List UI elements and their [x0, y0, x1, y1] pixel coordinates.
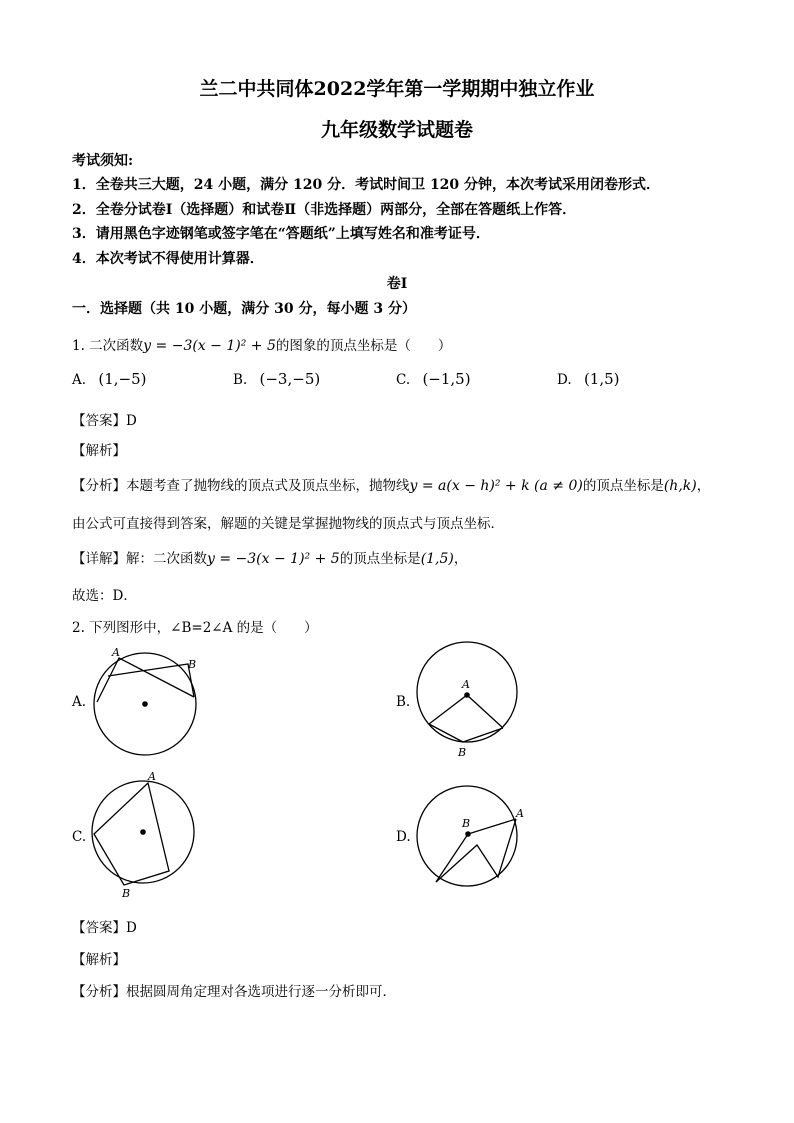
q1-analysis-line2: 由公式可直接得到答案，解题的关键是掌握抛物线的顶点式与顶点坐标．: [72, 516, 504, 532]
question-2-stem: 2. 下列图形中，∠B=2∠A 的是（ ）: [72, 620, 318, 636]
center-point: [465, 831, 471, 837]
point-b-label: B: [462, 817, 471, 830]
q2-figure-d: [410, 778, 535, 890]
notice-item: 1．全卷共三大题，24 小题，满分 120 分．考试时间卫 120 分钟，本次考试采用闭卷形式．: [72, 177, 661, 193]
point-b-label: B: [188, 658, 197, 671]
point-b-label: B: [122, 887, 131, 900]
page-title: 兰二中共同体2022学年第一学期期中独立作业: [199, 78, 595, 100]
q1-option-c[interactable]: C. (−1,5): [396, 370, 471, 388]
q2-option-d-label[interactable]: D.: [396, 829, 411, 845]
q1-answer: 【答案】D: [72, 413, 137, 429]
q2-option-c-label[interactable]: C.: [72, 829, 87, 845]
volume-heading: 卷Ⅰ: [386, 276, 408, 292]
q2-analysis-tag: 【解析】: [72, 952, 126, 968]
q1-choose: 故选：D．: [72, 588, 137, 604]
point-a-label: A: [516, 807, 524, 820]
q1-detail: 【详解】解：二次函数y = −3(x − 1)² + 5的顶点坐标是(1,5)，: [72, 551, 468, 567]
center-point: [142, 701, 148, 707]
q2-answer: 【答案】D: [72, 920, 137, 936]
point-a-label: A: [148, 770, 156, 783]
part-heading: 一．选择题（共 10 小题，满分 30 分，每小题 3 分）: [72, 301, 416, 317]
point-a-label: A: [462, 678, 470, 691]
point-b-label: B: [458, 746, 467, 759]
notice-item: 2．全卷分试卷Ⅰ（选择题）和试卷Ⅱ（非选择题）两部分，全部在答题纸上作答．: [72, 202, 577, 218]
point-a-label: A: [112, 646, 120, 659]
notice-item: 4．本次考试不得使用计算器．: [72, 251, 264, 267]
central-angle: [429, 695, 503, 728]
inscribed-angle: [436, 819, 516, 882]
q2-figure-b: [410, 638, 530, 763]
angle-b: [108, 664, 194, 697]
q2-figure-c: [85, 768, 210, 903]
center-point: [464, 692, 470, 698]
central-angle: [436, 819, 516, 882]
notice-item: 3．请用黑色字迹钢笔或签字笔在“答题纸”上填写姓名和准考证号．: [72, 226, 490, 242]
q1-prefix: 1. 二次函数: [72, 338, 144, 354]
inscribed-angle: [429, 724, 503, 742]
q1-option-a[interactable]: A. (1,−5): [72, 370, 147, 388]
q1-option-b[interactable]: B. (−3,−5): [233, 370, 321, 388]
q1-formula: y = −3(x − 1)² + 5: [143, 338, 276, 354]
q1-suffix: 的图象的顶点坐标是（ ）: [275, 338, 452, 354]
q2-option-a-label[interactable]: A.: [72, 694, 87, 710]
q2-analysis: 【分析】根据圆周角定理对各选项进行逐一分析即可．: [72, 984, 396, 1000]
q1-analysis-tag: 【解析】: [72, 443, 126, 459]
notice-heading: 考试须知:: [72, 153, 134, 169]
q1-analysis-line1: 【分析】本题考查了抛物线的顶点式及顶点坐标，抛物线y = a(x − h)² + k (a ≠ 0)的顶点坐标是(h,k)，: [72, 478, 711, 494]
q2-figure-a: [88, 640, 218, 758]
center-point: [140, 829, 146, 835]
q2-option-b-label[interactable]: B.: [396, 694, 411, 710]
page-subtitle: 九年级数学试题卷: [320, 119, 473, 141]
q1-option-d[interactable]: D. (1,5): [557, 370, 620, 388]
question-1-stem: [72, 334, 451, 354]
angle-a: [97, 658, 197, 702]
